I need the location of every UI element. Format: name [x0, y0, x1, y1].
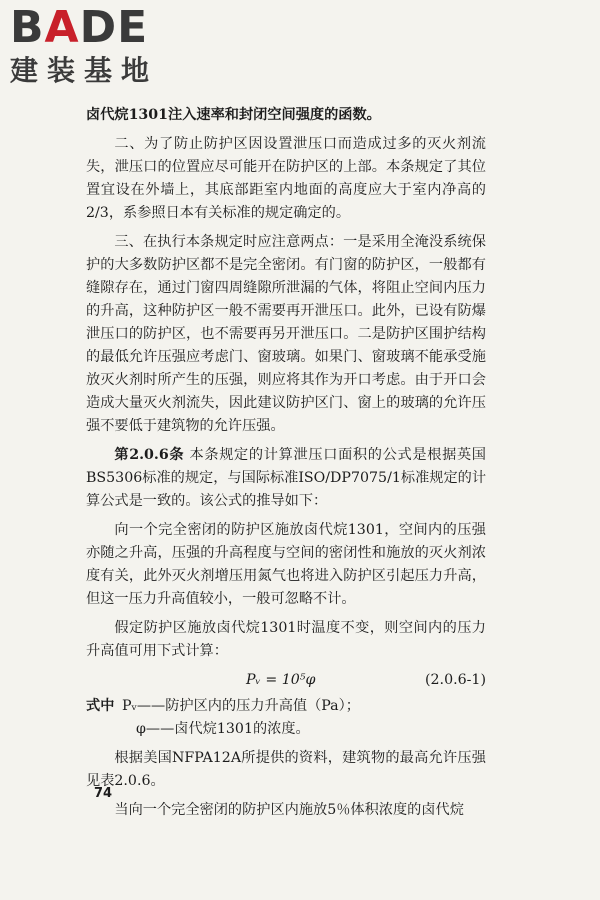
- logo-accent-letter: A: [44, 2, 80, 53]
- logo-wordmark: [10, 4, 180, 52]
- paragraph-3: [86, 444, 486, 513]
- legend-label: 式中: [86, 698, 115, 714]
- bade-logo: [10, 4, 180, 88]
- legend-row-pv: [86, 695, 486, 718]
- paragraph-0: 卤代烷1301注入速率和封闭空间强度的函数。: [86, 107, 381, 123]
- document-page: [86, 104, 486, 828]
- page-number: 74: [94, 786, 113, 801]
- logo-wordmark-text: BADE: [10, 2, 149, 53]
- paragraph-5: 假定防护区施放卤代烷1301时温度不变，则空间内的压力升高值可用下式计算：: [86, 620, 486, 659]
- formula-number: (2.0.6-1): [425, 672, 486, 688]
- legend-pv: Pᵥ——防护区内的压力升高值（Pa）；: [122, 698, 360, 714]
- legend-phi: φ——卤代烷1301的浓度。: [136, 721, 310, 737]
- formula-legend: [86, 695, 486, 741]
- formula: [86, 669, 486, 693]
- article-body: 本条规定的计算泄压口面积的公式是根据英国BS5306标准的规定，与国际标准ISO/DP7075/1标准规定的计算公式是一致的。该公式的推导如下：: [86, 447, 487, 509]
- formula-expression: Pᵥ = 10⁵φ: [246, 672, 316, 688]
- article-label: 第2.0.6条: [114, 447, 185, 463]
- paragraph-1: 二、为了防止防护区因设置泄压口而造成过多的灭火剂流失，泄压口的位置应尽可能开在防护区的上部。本条规定了其位置宜设在外墙上，其底部距室内地面的高度应大于室内净高的2/3，系参照日本有关标准的规定确定的。: [86, 136, 486, 221]
- paragraph-2: 三、在执行本条规定时应注意两点：一是采用全淹没系统保护的大多数防护区都不是完全密闭。有门窗的防护区，一般都有缝隙存在，通过门窗四周缝隙所泄漏的气体，将阻止空间内压力的升高，这种防护区一般不需要再开泄压口。此外，已设有防爆泄压口的防护区，也不需要再另开泄压口。二是防护区围护结构的最低允许压强应考虑门、窗玻璃。如果门、窗玻璃不能承受施放灭火剂时所产生的压强，则应将其作为开口考虑。由于开口会造成大量灭火剂流失，因此建议防护区门、窗上的玻璃的允许压强不要低于建筑物的允许压强。: [86, 234, 486, 434]
- paragraph-7: 当向一个完全密闭的防护区内施放5％体积浓度的卤代烷: [114, 802, 464, 818]
- paragraph-6: 根据美国NFPA12A所提供的资料，建筑物的最高允许压强见表2.0.6。: [86, 750, 486, 789]
- logo-subtitle: 建装基地: [10, 54, 159, 87]
- paragraph-4: 向一个完全密闭的防护区施放卤代烷1301，空间内的压强亦随之升高，压强的升高程度与空间的密闭性和施放的灭火剂浓度有关，此外灭火剂增压用氮气也将进入防护区引起压力升高，但这一压力升高值较小，一般可忽略不计。: [86, 522, 486, 607]
